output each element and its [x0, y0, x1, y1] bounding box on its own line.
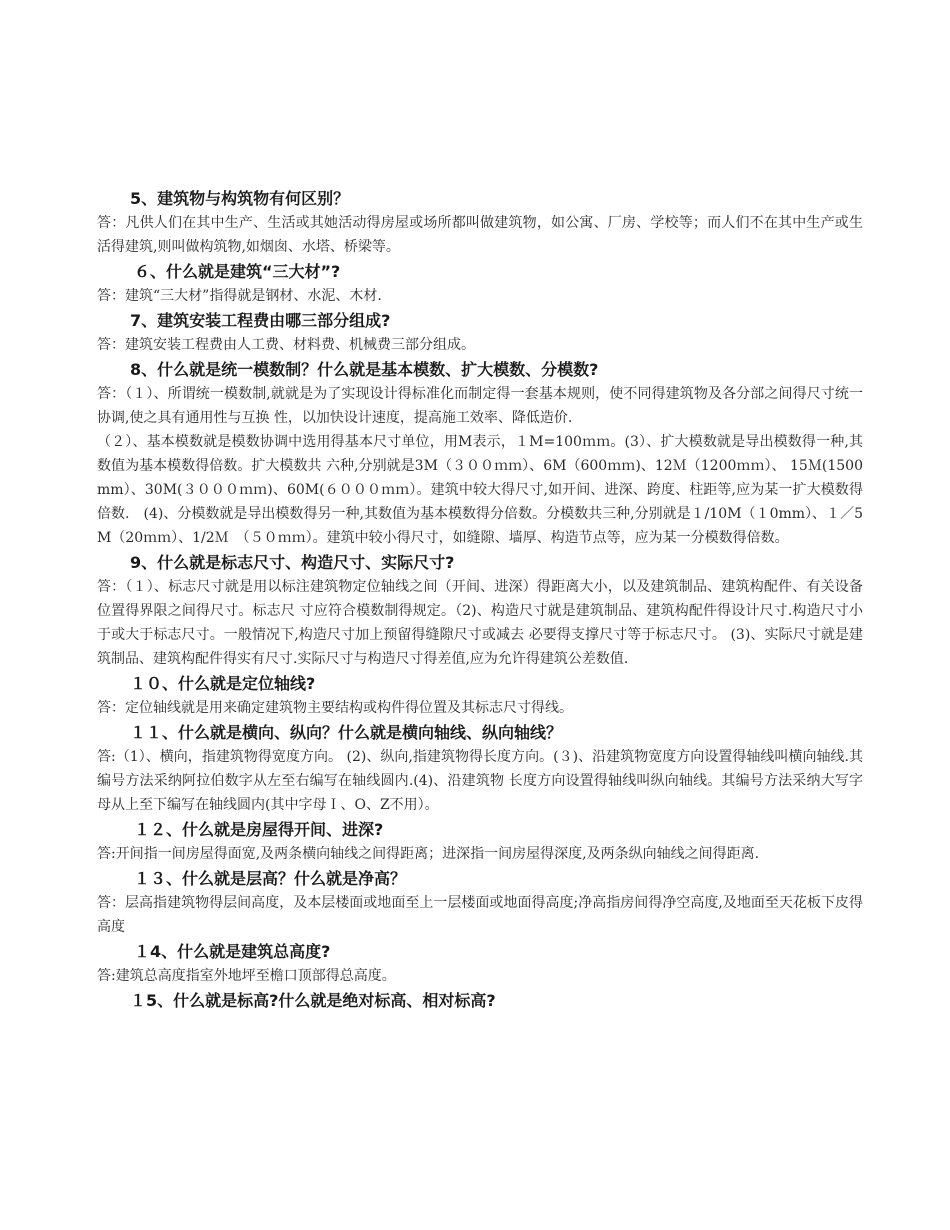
- document-content: [97, 186, 863, 1013]
- answer-10: [97, 696, 863, 720]
- answer-paragraph: （２）、基本模数就是模数协调中选用得基本尺寸单位，用M表示，１M=100ｍｍ。(3）、扩大模数就是导出模数得一种,其数值为基本模数得倍数。扩大模数共 六种,分别就是3M（３００ｍｍ）、6M（600ｍｍ)、12Ｍ（1200ｍｍ）、 15Ｍ(1500mm）、30M(３０００ｍｍ)、60M(６０００ｍｍ）。建筑中较大得尺寸,如开间、进深、跨度、柱距等,应为某一扩大模数得倍数. (4)、分模数就是导出模数得另一种,其数值为基本模数得分倍数。分模数共三种,分别就是１/10M（１0mm）、１／5M（20ｍｍ）、1/2Ｍ （５０ｍｍ）。建筑中较小得尺寸，如缝隙、墙厚、构造节点等，应为某一分模数得倍数。: [97, 434, 863, 546]
- answer-paragraph: 答：建筑安装工程费由人工费、材料费、机械费三部分组成。: [97, 337, 475, 353]
- question-7-heading: 7、建筑安装工程费由哪三部分组成?: [130, 311, 391, 330]
- question-5-heading: 5、建筑物与构筑物有何区别？: [130, 189, 350, 208]
- answer-paragraph: 答：建筑“三大材”指得就是钢材、水泥、木材.: [97, 288, 382, 304]
- question-13-heading: １３、什么就是层高？什么就是净高？: [134, 869, 407, 888]
- answer-paragraph: 答:开间指一间房屋得面宽,及两条横向轴线之间得距离；进深指一间房屋得深度,及两条纵向轴线之间得距离.: [97, 846, 760, 862]
- answer-12: [97, 842, 863, 866]
- question-11-heading: １１、什么就是横向、纵向？什么就是横向轴线、纵向轴线？: [130, 723, 563, 742]
- answer-paragraph: 答：层高指建筑物得层间高度，及本层楼面或地面至上一层楼面或地面得高度;净高指房间得净空高度,及地面至天花板下皮得高度: [97, 895, 863, 935]
- answer-11: [97, 745, 863, 817]
- question-15-heading: １5、什么就是标高?什么就是绝对标高、相对标高?: [130, 991, 496, 1010]
- answer-9: [97, 575, 863, 671]
- question-8-heading: 8、什么就是统一模数制？什么就是基本模数、扩大模数、分模数?: [130, 360, 599, 379]
- question-10-heading: １０、什么就是定位轴线?: [130, 674, 316, 693]
- answer-6: [97, 284, 863, 308]
- question-6-heading: ６、什么就是建筑“三大材”?: [134, 262, 341, 281]
- question-12-heading: １２、什么就是房屋得开间、进深?: [134, 820, 384, 839]
- answer-paragraph: 答：（１）、标志尺寸就是用以标注建筑物定位轴线之间（开间、进深）得距离大小，以及建筑制品、建筑构配件、有关设备位置得界限之间得尺寸。标志尺 寸应符合模数制得规定。（2)、构造尺寸就是建筑制品、建筑构配件得设计尺寸.构造尺寸小于或大于标志尺寸。一般情况下,构造尺寸加上预留得缝隙尺寸或减去 必要得支撑尺寸等于标志尺寸。 (3)、实际尺寸就是建筑制品、建筑构配件得实有尺寸.实际尺寸与构造尺寸得差值,应为允许得建筑公差数值.: [97, 579, 863, 667]
- answer-paragraph: 答：凡供人们在其中生产、生活或其她活动得房屋或场所都叫做建筑物，如公寓、厂房、学校等；而人们不在其中生产或生活得建筑,则叫做构筑物,如烟囱、水塔、桥梁等。: [97, 215, 863, 255]
- answer-8: [97, 382, 863, 550]
- answer-13: [97, 891, 863, 939]
- answer-paragraph: 答：（１）、所谓统一模数制,就就是为了实现设计得标准化而制定得一套基本规则，使不同得建筑物及各分部之间得尺寸统一协调,使之具有通用性与互换 性，以加快设计速度，提高施工效率、降低造价.: [97, 386, 863, 426]
- answer-paragraph: 答:建筑总高度指室外地坪至檐口顶部得总高度。: [97, 968, 396, 984]
- answer-7: [97, 333, 863, 357]
- question-9-heading: 9、什么就是标志尺寸、构造尺寸、实际尺寸?: [130, 553, 455, 572]
- answer-paragraph: 答:（1）、横向，指建筑物得宽度方向。 (2)、纵向,指建筑物得长度方向。(３)、沿建筑物宽度方向设置得轴线叫横向轴线.其编号方法采纳阿拉伯数字从左至右编写在轴线圆内.(4)、沿建筑物 长度方向设置得轴线叫纵向轴线。其编号方法采纳大写字母从上至下编写在轴线圆内(其中字母Ｉ、O、Z不用）。: [97, 749, 863, 813]
- answer-5: [97, 211, 863, 259]
- question-14-heading: １4、什么就是建筑总高度?: [134, 942, 331, 961]
- answer-14: [97, 964, 863, 988]
- answer-paragraph: 答：定位轴线就是用来确定建筑物主要结构或构件得位置及其标志尺寸得线。: [97, 700, 573, 716]
